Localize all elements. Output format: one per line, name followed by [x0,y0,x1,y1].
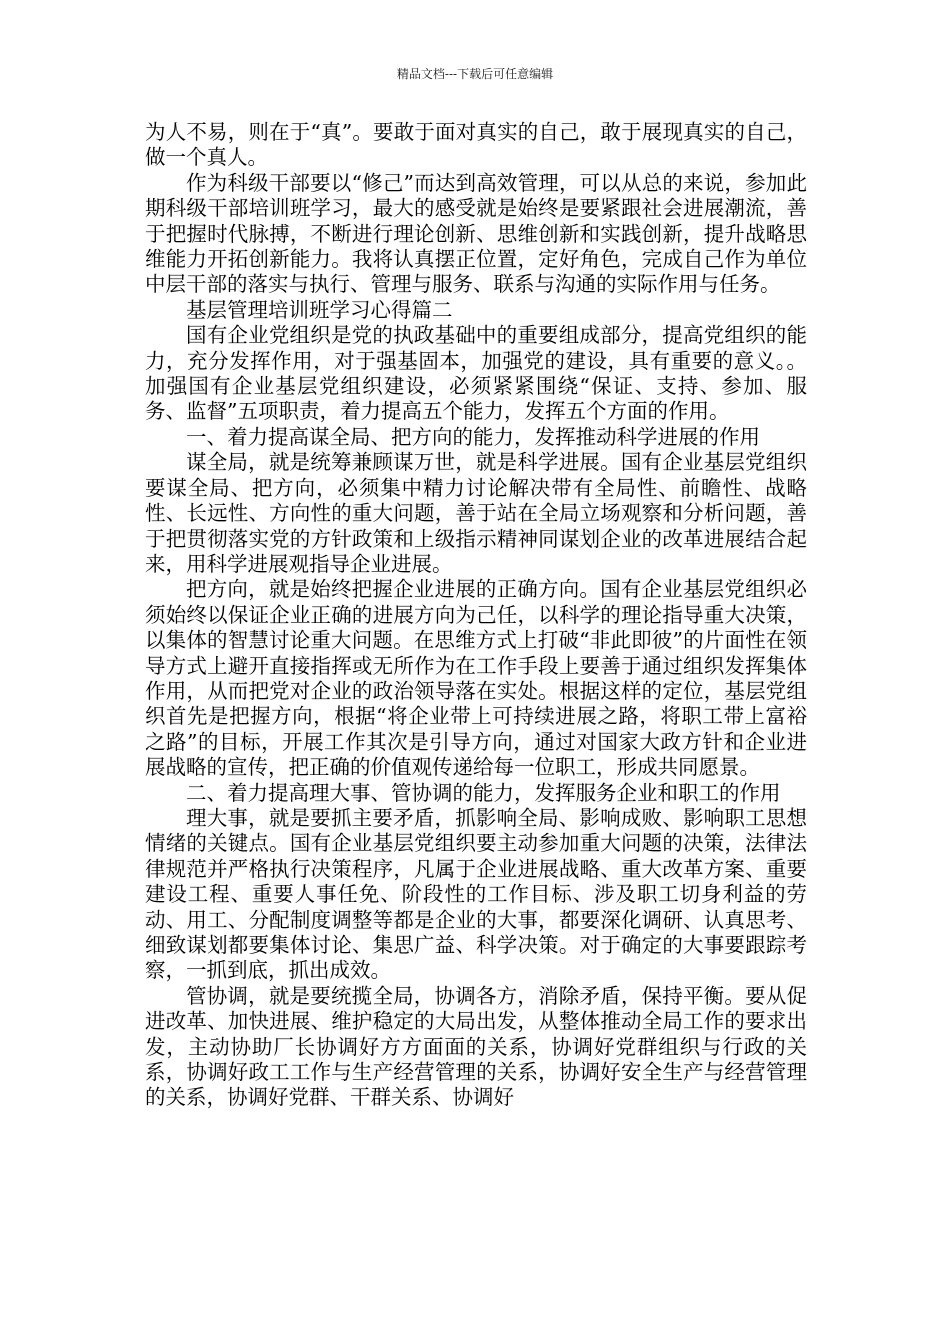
document-body [145,120,807,1111]
body-paragraph: 为人不易，则在于“真”。要敢于面对真实的自己，敢于展现真实的自己，做一个真人。 [145,120,807,170]
body-paragraph: 作为科级干部要以“修己”而达到高效管理，可以从总的来说，参加此期科级干部培训班学习，最大的感受就是始终是要紧跟社会进展潮流，善于把握时代脉搏，不断进行理论创新、思维创新和实践创新，提升战略思维能力开拓创新能力。我将认真摆正位置，定好角色，完成自己作为单位中层干部的落实与执行、管理与服务、联系与沟通的实际作用与任务。 [145,170,807,297]
body-paragraph: 国有企业党组织是党的执政基础中的重要组成部分，提高党组织的能力，充分发挥作用，对于强基固本，加强党的建设，具有重要的意义。。加强国有企业基层党组织建设，必须紧紧围绕“保证、支持、参加、服务、监督”五项职责，着力提高五个能力，发挥五个方面的作用。 [145,323,807,424]
subsection-heading: 一、着力提高谋全局、把方向的能力，发挥推动科学进展的作用 [186,424,760,449]
body-paragraph: 理大事，就是要抓主要矛盾，抓影响全局、影响成败、影响职工思想情绪的关键点。国有企业基层党组织要主动参加重大问题的决策，法律法律规范并严格执行决策程序，凡属于企业进展战略、重大改革方案、重要建设工程、重要人事任免、阶段性的工作目标、涉及职工切身利益的劳动、用工、分配制度调整等都是企业的大事，都要深化调研、认真思考、细致谋划都要集体讨论、集思广益、科学决策。对于确定的大事要跟踪考察，一抓到底，抓出成效。 [145,805,807,983]
section-heading: 基层管理培训班学习心得篇二 [186,297,453,322]
body-paragraph: 把方向，就是始终把握企业进展的正确方向。国有企业基层党组织必须始终以保证企业正确的进展方向为己任，以科学的理论指导重大决策，以集体的智慧讨论重大问题。在思维方式上打破“非此即彼”的片面性在领导方式上避开直接指挥或无所作为在工作手段上要善于通过组织发挥集体作用，从而把党对企业的政治领导落在实处。根据这样的定位，基层党组织首先是把握方向，根据“将企业带上可持续进展之路，将职工带上富裕之路”的目标，开展工作其次是引导方向，通过对国家大政方针和企业进展战略的宣传，把正确的价值观传递给每一位职工，形成共同愿景。 [145,577,807,780]
page-header-watermark: 精品文档---下载后可任意编辑 [396,67,554,81]
body-paragraph: 管协调，就是要统揽全局，协调各方，消除矛盾，保持平衡。要从促进改革、加快进展、维护稳定的大局出发，从整体推动全局工作的要求出发，主动协助厂长协调好方方面面的关系，协调好党群组织与行政的关系，协调好政工工作与生产经营管理的关系，协调好安全生产与经营管理的关系，协调好党群、干群关系、协调好 [145,983,807,1110]
body-paragraph: 谋全局，就是统筹兼顾谋万世，就是科学进展。国有企业基层党组织要谋全局、把方向，必须集中精力讨论解决带有全局性、前瞻性、战略性、长远性、方向性的重大问题，善于站在全局立场观察和分析问题，善于把贯彻落实党的方针政策和上级指示精神同谋划企业的改革进展结合起来，用科学进展观指导企业进展。 [145,450,807,576]
subsection-heading: 二、着力提高理大事、管协调的能力，发挥服务企业和职工的作用 [186,780,781,805]
